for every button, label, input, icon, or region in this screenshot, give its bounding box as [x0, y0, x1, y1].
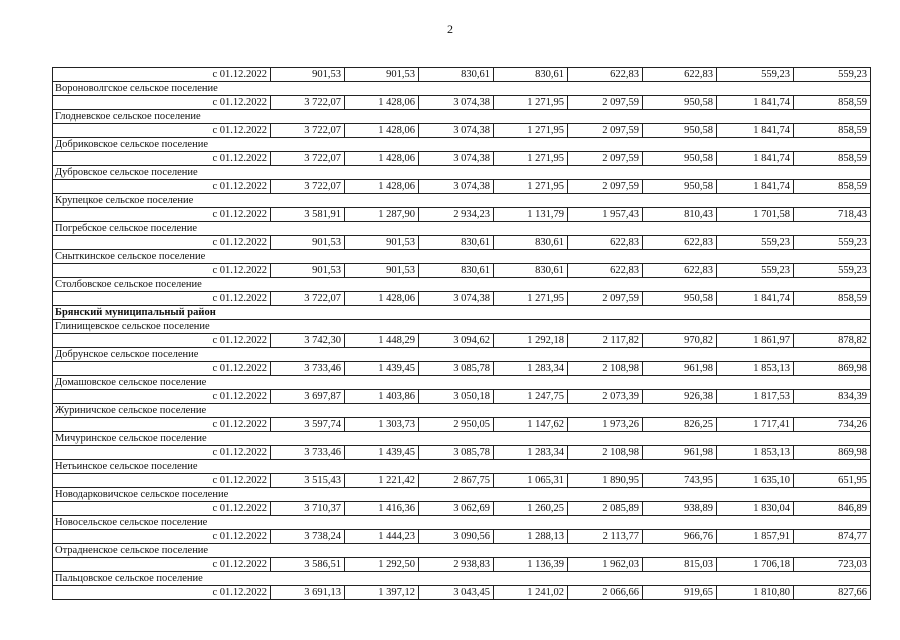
table-row — [53, 180, 871, 194]
tariff-value-cell: 1 147,62 — [494, 418, 568, 432]
table-row — [53, 530, 871, 544]
table-row — [53, 586, 871, 600]
tariff-value-cell: 830,61 — [419, 236, 494, 250]
tariff-value-cell: 3 586,51 — [271, 558, 345, 572]
tariff-value-cell: 858,59 — [794, 124, 871, 138]
tariff-value-cell: 1 841,74 — [717, 96, 794, 110]
tariff-value-cell: 3 722,07 — [271, 124, 345, 138]
tariff-value-cell: 901,53 — [345, 68, 419, 82]
tariff-value-cell: 2 950,05 — [419, 418, 494, 432]
tariff-value-cell: 622,83 — [643, 68, 717, 82]
tariff-value-cell: 1 283,34 — [494, 362, 568, 376]
effective-date-cell: с 01.12.2022 — [53, 124, 271, 138]
table-row — [53, 334, 871, 348]
tariff-value-cell: 559,23 — [794, 236, 871, 250]
tariff-value-cell: 1 271,95 — [494, 180, 568, 194]
tariff-value-cell: 723,03 — [794, 558, 871, 572]
table-row — [53, 96, 871, 110]
effective-date-cell: с 01.12.2022 — [53, 530, 271, 544]
settlement-name: Нетьинское сельское поселение — [53, 460, 871, 474]
tariff-value-cell: 3 515,43 — [271, 474, 345, 488]
settlement-header-row — [53, 138, 871, 152]
tariff-value-cell: 2 117,82 — [568, 334, 643, 348]
tariff-value-cell: 1 247,75 — [494, 390, 568, 404]
tariff-value-cell: 2 073,39 — [568, 390, 643, 404]
settlement-name: Мичуринское сельское поселение — [53, 432, 871, 446]
tariff-value-cell: 1 841,74 — [717, 180, 794, 194]
settlement-name: Отрадненское сельское поселение — [53, 544, 871, 558]
table-row — [53, 292, 871, 306]
tariff-value-cell: 2 066,66 — [568, 586, 643, 600]
tariff-value-cell: 559,23 — [717, 236, 794, 250]
tariff-value-cell: 970,82 — [643, 334, 717, 348]
tariff-value-cell: 3 722,07 — [271, 292, 345, 306]
tariff-value-cell: 2 097,59 — [568, 292, 643, 306]
tariff-value-cell: 3 722,07 — [271, 96, 345, 110]
table-row — [53, 68, 871, 82]
tariff-value-cell: 810,43 — [643, 208, 717, 222]
tariff-value-cell: 1 271,95 — [494, 96, 568, 110]
settlement-header-row — [53, 488, 871, 502]
tariff-value-cell: 3 697,87 — [271, 390, 345, 404]
tariff-value-cell: 950,58 — [643, 180, 717, 194]
tariff-value-cell: 1 448,29 — [345, 334, 419, 348]
effective-date-cell: с 01.12.2022 — [53, 502, 271, 516]
tariff-value-cell: 3 074,38 — [419, 96, 494, 110]
tariff-value-cell: 1 830,04 — [717, 502, 794, 516]
table-row — [53, 152, 871, 166]
tariff-value-cell: 3 094,62 — [419, 334, 494, 348]
settlement-name: Пальцовское сельское поселение — [53, 572, 871, 586]
tariff-value-cell: 2 108,98 — [568, 362, 643, 376]
tariff-value-cell: 830,61 — [419, 264, 494, 278]
tariff-value-cell: 2 938,83 — [419, 558, 494, 572]
tariff-value-cell: 846,89 — [794, 502, 871, 516]
tariff-value-cell: 1 428,06 — [345, 96, 419, 110]
tariff-value-cell: 3 074,38 — [419, 292, 494, 306]
tariff-value-cell: 1 131,79 — [494, 208, 568, 222]
tariff-value-cell: 2 097,59 — [568, 124, 643, 138]
tariff-value-cell: 2 113,77 — [568, 530, 643, 544]
tariff-value-cell: 1 841,74 — [717, 124, 794, 138]
table-row — [53, 390, 871, 404]
settlement-header-row — [53, 82, 871, 96]
effective-date-cell: с 01.12.2022 — [53, 292, 271, 306]
tariff-value-cell: 901,53 — [345, 264, 419, 278]
settlement-header-row — [53, 460, 871, 474]
effective-date-cell: с 01.12.2022 — [53, 96, 271, 110]
tariff-value-cell: 1 303,73 — [345, 418, 419, 432]
tariff-value-cell: 1 857,91 — [717, 530, 794, 544]
tariff-value-cell: 901,53 — [271, 264, 345, 278]
tariff-value-cell: 858,59 — [794, 180, 871, 194]
tariff-value-cell: 1 403,86 — [345, 390, 419, 404]
tariff-value-cell: 3 742,30 — [271, 334, 345, 348]
page-number: 2 — [447, 22, 453, 36]
tariff-value-cell: 559,23 — [717, 68, 794, 82]
effective-date-cell: с 01.12.2022 — [53, 418, 271, 432]
settlement-header-row — [53, 348, 871, 362]
tariff-value-cell: 869,98 — [794, 362, 871, 376]
effective-date-cell: с 01.12.2022 — [53, 362, 271, 376]
settlement-header-row — [53, 544, 871, 558]
tariff-value-cell: 1 853,13 — [717, 362, 794, 376]
tariff-value-cell: 901,53 — [271, 236, 345, 250]
table-row — [53, 446, 871, 460]
tariff-value-cell: 3 090,56 — [419, 530, 494, 544]
tariff-value-cell: 830,61 — [494, 264, 568, 278]
effective-date-cell: с 01.12.2022 — [53, 264, 271, 278]
tariff-value-cell: 3 085,78 — [419, 446, 494, 460]
tariff-value-cell: 2 097,59 — [568, 96, 643, 110]
settlement-header-row — [53, 376, 871, 390]
tariff-value-cell: 858,59 — [794, 96, 871, 110]
table-row — [53, 208, 871, 222]
tariff-value-cell: 1 841,74 — [717, 152, 794, 166]
effective-date-cell: с 01.12.2022 — [53, 180, 271, 194]
tariff-value-cell: 622,83 — [643, 264, 717, 278]
tariff-value-cell: 651,95 — [794, 474, 871, 488]
tariff-value-cell: 3 733,46 — [271, 362, 345, 376]
table-row — [53, 236, 871, 250]
table-row — [53, 362, 871, 376]
tariff-value-cell: 622,83 — [643, 236, 717, 250]
tariff-value-cell: 1 973,26 — [568, 418, 643, 432]
tariff-value-cell: 815,03 — [643, 558, 717, 572]
tariff-value-cell: 874,77 — [794, 530, 871, 544]
table-row — [53, 558, 871, 572]
effective-date-cell: с 01.12.2022 — [53, 236, 271, 250]
effective-date-cell: с 01.12.2022 — [53, 334, 271, 348]
tariff-value-cell: 2 097,59 — [568, 152, 643, 166]
tariff-value-cell: 559,23 — [794, 264, 871, 278]
tariff-value-cell: 1 416,36 — [345, 502, 419, 516]
effective-date-cell: с 01.12.2022 — [53, 446, 271, 460]
effective-date-cell: с 01.12.2022 — [53, 474, 271, 488]
tariff-value-cell: 2 085,89 — [568, 502, 643, 516]
settlement-header-row — [53, 572, 871, 586]
tariff-value-cell: 827,66 — [794, 586, 871, 600]
tariff-value-cell: 3 722,07 — [271, 180, 345, 194]
tariff-value-cell: 826,25 — [643, 418, 717, 432]
settlement-header-row — [53, 250, 871, 264]
tariff-value-cell: 1 817,53 — [717, 390, 794, 404]
tariff-value-cell: 858,59 — [794, 152, 871, 166]
settlement-header-row — [53, 404, 871, 418]
tariff-value-cell: 901,53 — [271, 68, 345, 82]
table-row — [53, 418, 871, 432]
tariff-value-cell: 1 283,34 — [494, 446, 568, 460]
tariff-value-cell: 1 861,97 — [717, 334, 794, 348]
tariff-value-cell: 1 428,06 — [345, 152, 419, 166]
settlement-name: Глодневское сельское поселение — [53, 110, 871, 124]
settlement-name: Столбовское сельское поселение — [53, 278, 871, 292]
settlement-name: Погребское сельское поселение — [53, 222, 871, 236]
tariff-value-cell: 734,26 — [794, 418, 871, 432]
settlement-name: Сныткинское сельское поселение — [53, 250, 871, 264]
settlement-header-row — [53, 222, 871, 236]
tariff-value-cell: 3 074,38 — [419, 180, 494, 194]
tariff-value-cell: 961,98 — [643, 362, 717, 376]
tariff-value-cell: 3 738,24 — [271, 530, 345, 544]
settlement-header-row — [53, 320, 871, 334]
tariff-value-cell: 3 733,46 — [271, 446, 345, 460]
tariff-value-cell: 1 701,58 — [717, 208, 794, 222]
table-row — [53, 502, 871, 516]
tariff-value-cell: 1 065,31 — [494, 474, 568, 488]
tariff-value-cell: 878,82 — [794, 334, 871, 348]
settlement-name: Вороноволгское сельское поселение — [53, 82, 871, 96]
table-row — [53, 474, 871, 488]
tariff-value-cell: 3 050,18 — [419, 390, 494, 404]
tariff-value-cell: 1 397,12 — [345, 586, 419, 600]
settlement-name: Крупецкое сельское поселение — [53, 194, 871, 208]
tariff-value-cell: 950,58 — [643, 152, 717, 166]
tariff-value-cell: 858,59 — [794, 292, 871, 306]
tariff-value-cell: 869,98 — [794, 446, 871, 460]
tariff-value-cell: 834,39 — [794, 390, 871, 404]
tariff-value-cell: 1 288,13 — [494, 530, 568, 544]
settlement-header-row — [53, 194, 871, 208]
tariff-value-cell: 1 717,41 — [717, 418, 794, 432]
settlement-name: Новодарковичское сельское поселение — [53, 488, 871, 502]
tariff-value-cell: 938,89 — [643, 502, 717, 516]
tariff-value-cell: 830,61 — [419, 68, 494, 82]
tariff-value-cell: 1 271,95 — [494, 292, 568, 306]
settlement-name: Новосельское сельское поселение — [53, 516, 871, 530]
settlement-header-row — [53, 278, 871, 292]
effective-date-cell: с 01.12.2022 — [53, 390, 271, 404]
tariff-value-cell: 3 085,78 — [419, 362, 494, 376]
tariff-value-cell: 718,43 — [794, 208, 871, 222]
tariff-value-cell: 1 136,39 — [494, 558, 568, 572]
tariff-table — [52, 67, 871, 600]
tariff-value-cell: 1 635,10 — [717, 474, 794, 488]
settlement-name: Журиничское сельское поселение — [53, 404, 871, 418]
effective-date-cell: с 01.12.2022 — [53, 586, 271, 600]
tariff-value-cell: 961,98 — [643, 446, 717, 460]
tariff-value-cell: 1 810,80 — [717, 586, 794, 600]
tariff-value-cell: 950,58 — [643, 124, 717, 138]
tariff-value-cell: 950,58 — [643, 292, 717, 306]
tariff-value-cell: 1 428,06 — [345, 292, 419, 306]
tariff-value-cell: 1 292,50 — [345, 558, 419, 572]
tariff-value-cell: 1 292,18 — [494, 334, 568, 348]
tariff-value-cell: 1 439,45 — [345, 446, 419, 460]
tariff-value-cell: 3 581,91 — [271, 208, 345, 222]
tariff-value-cell: 950,58 — [643, 96, 717, 110]
district-name: Брянский муниципальный район — [53, 306, 871, 320]
tariff-value-cell: 622,83 — [568, 264, 643, 278]
tariff-value-cell: 3 074,38 — [419, 152, 494, 166]
settlement-name: Домашовское сельское поселение — [53, 376, 871, 390]
tariff-value-cell: 559,23 — [794, 68, 871, 82]
tariff-value-cell: 1 221,42 — [345, 474, 419, 488]
tariff-value-cell: 926,38 — [643, 390, 717, 404]
tariff-value-cell: 3 691,13 — [271, 586, 345, 600]
effective-date-cell: с 01.12.2022 — [53, 68, 271, 82]
tariff-value-cell: 830,61 — [494, 236, 568, 250]
effective-date-cell: с 01.12.2022 — [53, 208, 271, 222]
tariff-value-cell: 1 444,23 — [345, 530, 419, 544]
effective-date-cell: с 01.12.2022 — [53, 558, 271, 572]
settlement-name: Добриковское сельское поселение — [53, 138, 871, 152]
tariff-value-cell: 3 043,45 — [419, 586, 494, 600]
settlement-name: Глинищевское сельское поселение — [53, 320, 871, 334]
tariff-value-cell: 1 957,43 — [568, 208, 643, 222]
tariff-value-cell: 2 934,23 — [419, 208, 494, 222]
tariff-value-cell: 3 597,74 — [271, 418, 345, 432]
district-header-row — [53, 306, 871, 320]
tariff-value-cell: 830,61 — [494, 68, 568, 82]
tariff-value-cell: 1 260,25 — [494, 502, 568, 516]
settlement-header-row — [53, 516, 871, 530]
tariff-value-cell: 1 241,02 — [494, 586, 568, 600]
tariff-value-cell: 2 097,59 — [568, 180, 643, 194]
effective-date-cell: с 01.12.2022 — [53, 152, 271, 166]
tariff-value-cell: 622,83 — [568, 68, 643, 82]
tariff-value-cell: 1 428,06 — [345, 124, 419, 138]
table-row — [53, 264, 871, 278]
tariff-value-cell: 1 890,95 — [568, 474, 643, 488]
tariff-value-cell: 966,76 — [643, 530, 717, 544]
tariff-value-cell: 559,23 — [717, 264, 794, 278]
tariff-value-cell: 2 108,98 — [568, 446, 643, 460]
tariff-value-cell: 1 841,74 — [717, 292, 794, 306]
tariff-value-cell: 1 439,45 — [345, 362, 419, 376]
tariff-value-cell: 3 074,38 — [419, 124, 494, 138]
tariff-value-cell: 3 722,07 — [271, 152, 345, 166]
tariff-value-cell: 1 706,18 — [717, 558, 794, 572]
settlement-header-row — [53, 432, 871, 446]
tariff-value-cell: 1 287,90 — [345, 208, 419, 222]
settlement-name: Добрунское сельское поселение — [53, 348, 871, 362]
tariff-value-cell: 3 062,69 — [419, 502, 494, 516]
tariff-value-cell: 743,95 — [643, 474, 717, 488]
tariff-value-cell: 3 710,37 — [271, 502, 345, 516]
tariff-value-cell: 1 271,95 — [494, 152, 568, 166]
table-row — [53, 124, 871, 138]
tariff-value-cell: 901,53 — [345, 236, 419, 250]
tariff-value-cell: 1 962,03 — [568, 558, 643, 572]
tariff-value-cell: 919,65 — [643, 586, 717, 600]
tariff-value-cell: 2 867,75 — [419, 474, 494, 488]
tariff-value-cell: 1 271,95 — [494, 124, 568, 138]
settlement-name: Дубровское сельское поселение — [53, 166, 871, 180]
settlement-header-row — [53, 166, 871, 180]
settlement-header-row — [53, 110, 871, 124]
tariff-value-cell: 1 853,13 — [717, 446, 794, 460]
tariff-value-cell: 1 428,06 — [345, 180, 419, 194]
tariff-value-cell: 622,83 — [568, 236, 643, 250]
